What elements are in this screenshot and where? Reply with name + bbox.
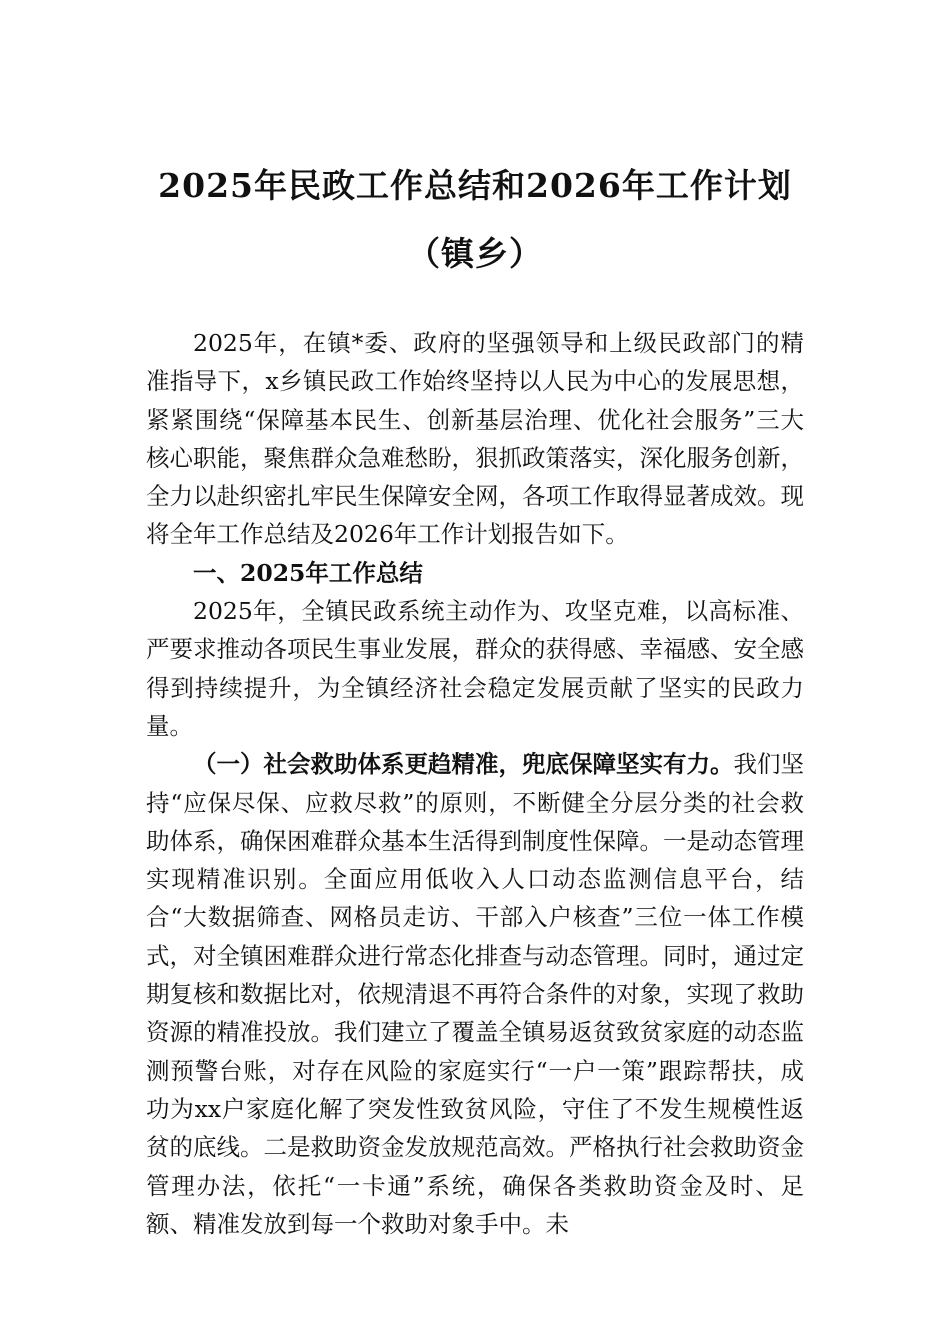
section-1-intro-paragraph: 2025年，全镇民政系统主动作为、攻坚克难，以高标准、严要求推动各项民生事业发展，群众的获得感、幸福感、安全感得到持续提升，为全镇经济社会稳定发展贡献了坚实的民政力量。 [146,597,804,740]
subsection-1-lead: （一）社会救助体系更趋精准，兜底保障坚实有力。 [193,750,734,779]
subsection-1-body: 我们坚持“应保尽保、应救尽救”的原则，不断健全分层分类的社会救助体系，确保困难群众基本生活得到制度性保障。一是动态管理实现精准识别。全面应用低收入人口动态监测信息平台，结合“大数据筛查、网格员走访、干部入户核查”三位一体工作模式，对全镇困难群众进行常态化排查与动态管理。同时，通过定期复核和数据比对，依规清退不再符合条件的对象，实现了救助资源的精准投放。我们建立了覆盖全镇易返贫致贫家庭的动态监测预警台账，对存在风险的家庭实行“一户一策”跟踪帮扶，成功为xx户家庭化解了突发性致贫风险，守住了不发生规模性返贫的底线。二是救助资金发放规范高效。严格执行社会救助资金管理办法，依托“一卡通”系统，确保各类救助资金及时、足额、精准发放到每一个救助对象手中。未 [146,750,804,1238]
document-body [146,324,804,1243]
section-heading-1: 一、2025年工作总结 [193,558,423,587]
subsection-1-paragraph [146,745,804,1243]
document-subtitle: （镇乡） [407,234,543,273]
document-title: 2025年民政工作总结和2026年工作计划 [158,166,792,205]
intro-paragraph: 2025年，在镇*委、政府的坚强领导和上级民政部门的精准指导下，x乡镇民政工作始终坚持以人民为中心的发展思想，紧紧围绕“保障基本民生、创新基层治理、优化社会服务”三大核心职能，聚焦群众急难愁盼，狠抓政策落实，深化服务创新，全力以赴织密扎牢民生保障安全网，各项工作取得显著成效。现将全年工作总结及2026年工作计划报告如下。 [146,329,804,549]
